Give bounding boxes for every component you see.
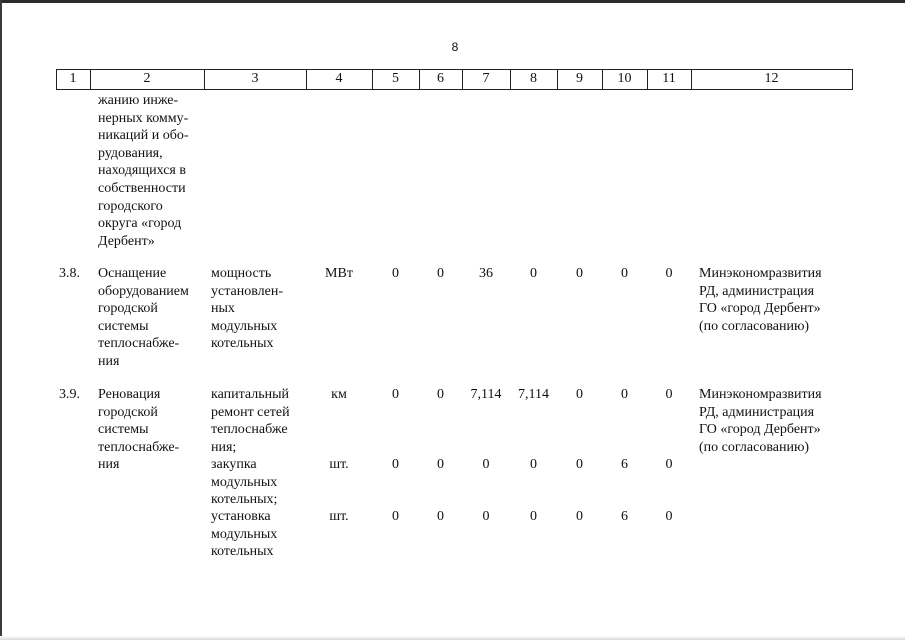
value-col-8: 0 xyxy=(530,457,537,472)
value-col-6: 0 xyxy=(437,387,444,402)
indicator-name: мощность установлен- ных модульных котельных xyxy=(211,266,283,352)
column-divider xyxy=(852,69,853,89)
executor: Минэкономразвития РД, администрация ГО «город Дербент» (по согласованию) xyxy=(699,266,822,334)
value-col-7: 0 xyxy=(482,457,490,472)
value-col-9: 0 xyxy=(576,387,583,402)
value-col-5: 0 xyxy=(392,266,399,281)
value-col-6: 0 xyxy=(437,509,444,524)
value-col-6: 0 xyxy=(437,266,444,281)
column-header-12: 12 xyxy=(764,71,779,86)
value-col-11: 0 xyxy=(665,509,673,524)
value-col-9: 0 xyxy=(576,266,583,281)
column-header-3: 3 xyxy=(251,71,259,86)
column-header-8: 8 xyxy=(530,71,537,86)
column-header-6: 6 xyxy=(437,71,444,86)
value-col-9: 0 xyxy=(576,509,583,524)
row-number: 3.9. xyxy=(59,387,80,402)
measure-name: Реновация городской системы теплоснабже- ния xyxy=(98,387,180,473)
scan-shadow-bottom xyxy=(0,636,905,640)
value-col-10: 0 xyxy=(621,266,628,281)
indicator-name: установка модульных котельных xyxy=(211,509,278,560)
value-col-8: 7,114 xyxy=(518,387,549,402)
column-header-5: 5 xyxy=(392,71,399,86)
header-bottom-rule xyxy=(56,89,853,90)
value-col-6: 0 xyxy=(437,457,444,472)
column-header-10: 10 xyxy=(617,71,632,86)
value-col-8: 0 xyxy=(530,509,537,524)
continued-measure-name: жанию инже- нерных комму- никаций и обо- рудования, находящихся в собственности городского округа «город Дербент» xyxy=(98,93,189,249)
column-header-2: 2 xyxy=(143,71,151,86)
header-top-rule xyxy=(56,69,853,70)
unit: шт. xyxy=(329,457,349,472)
value-col-10: 6 xyxy=(621,509,628,524)
value-col-7: 0 xyxy=(482,509,490,524)
column-header-11: 11 xyxy=(662,71,676,86)
value-col-11: 0 xyxy=(665,387,673,402)
value-col-5: 0 xyxy=(392,509,399,524)
value-col-5: 0 xyxy=(392,387,399,402)
page-number: 8 xyxy=(451,40,459,54)
column-header-7: 7 xyxy=(482,71,490,86)
value-col-11: 0 xyxy=(665,457,673,472)
scan-border-top xyxy=(0,0,905,3)
value-col-7: 36 xyxy=(479,266,493,281)
value-col-10: 0 xyxy=(621,387,628,402)
row-number: 3.8. xyxy=(59,266,80,281)
unit: км xyxy=(331,387,347,402)
value-col-9: 0 xyxy=(576,457,583,472)
column-header-4: 4 xyxy=(335,71,343,86)
scan-border-left xyxy=(0,0,2,640)
unit: шт. xyxy=(329,509,349,524)
value-col-10: 6 xyxy=(621,457,628,472)
value-col-7: 7,114 xyxy=(470,387,502,402)
column-header-9: 9 xyxy=(576,71,583,86)
unit: МВт xyxy=(325,266,353,281)
value-col-11: 0 xyxy=(665,266,673,281)
indicator-name: закупка модульных котельных; xyxy=(211,457,278,508)
measure-name: Оснащение оборудованием городской системы теплоснабже- ния xyxy=(98,266,189,369)
indicator-name: капитальный ремонт сетей теплоснабже ния; xyxy=(211,387,290,455)
column-header-1: 1 xyxy=(69,71,77,86)
executor: Минэкономразвития РД, администрация ГО «город Дербент» (по согласованию) xyxy=(699,387,822,455)
value-col-5: 0 xyxy=(392,457,399,472)
value-col-8: 0 xyxy=(530,266,537,281)
